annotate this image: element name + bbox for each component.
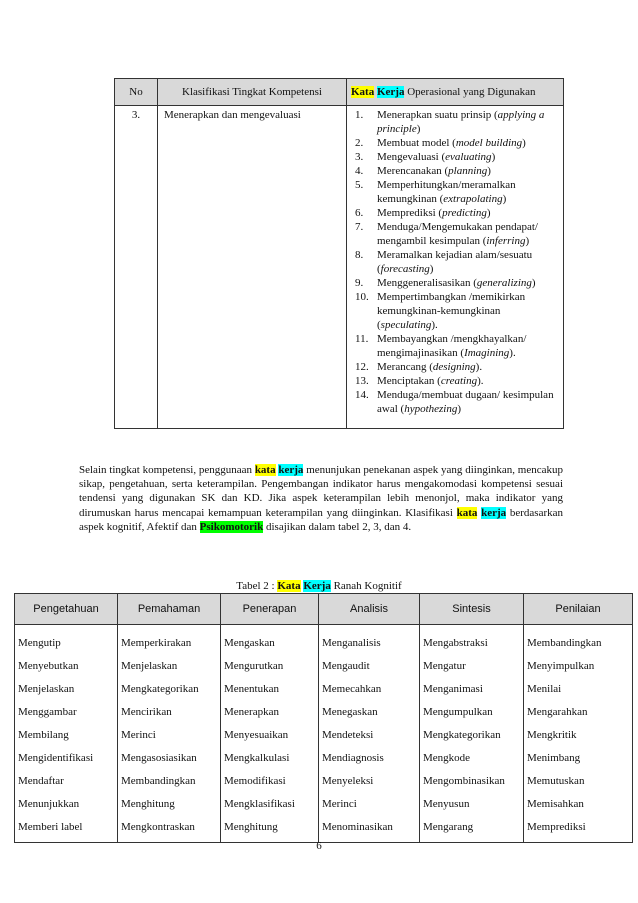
highlight-kata: Kata — [351, 86, 375, 98]
verb-label: Menduga/membuat dugaan/ kesimpulan awal ( — [377, 389, 554, 415]
verb-english-term: designing — [432, 361, 476, 373]
verb-number: 12. — [355, 361, 369, 373]
highlight-kerja: Kerja — [376, 86, 405, 98]
verb-english-term: applying a principle — [377, 109, 545, 135]
table-row — [15, 723, 633, 746]
table-cell: Menentukan — [221, 677, 319, 700]
verb-english-term: creating — [440, 375, 478, 387]
table-cell: Mengumpulkan — [420, 700, 524, 723]
table-cell: Mendaftar — [15, 769, 118, 792]
table-row — [15, 769, 633, 792]
verb-list-item — [355, 150, 559, 164]
highlight-kata: kata — [254, 464, 276, 476]
verb-number: 6. — [355, 207, 364, 219]
verb-closing: ) — [487, 165, 491, 177]
table-cell: Memprediksi — [524, 815, 633, 843]
table-cell: Mengatur — [420, 654, 524, 677]
verb-text — [377, 150, 559, 164]
table-cell: Menunjukkan — [15, 792, 118, 815]
verb-english-term: predicting — [442, 207, 487, 219]
verb-closing: ) — [502, 193, 507, 205]
caption-suffix: Ranah Kognitif — [330, 580, 402, 592]
verb-number: 11. — [355, 333, 369, 345]
table-cell: Memberi label — [15, 815, 118, 843]
verb-list-item — [355, 220, 559, 248]
column-header: Sintesis — [420, 594, 524, 625]
table-row — [15, 746, 633, 769]
cognitive-table-body — [15, 625, 633, 843]
table-cell: Mencirikan — [118, 700, 221, 723]
verb-closing: ) — [525, 235, 530, 247]
verb-closing: ). — [509, 347, 516, 359]
competency-table — [114, 78, 564, 429]
verb-number: 13. — [355, 375, 369, 387]
verb-text — [377, 136, 559, 150]
table-cell: Memecahkan — [319, 677, 420, 700]
verb-label: Memprediksi ( — [377, 207, 443, 219]
verb-closing: ) — [416, 123, 421, 135]
table-cell: Mengombinasikan — [420, 769, 524, 792]
verb-list-item — [355, 374, 559, 388]
verb-closing: ). — [477, 375, 484, 387]
table-row — [15, 625, 633, 655]
verb-english-term: Imagining — [464, 347, 510, 359]
verb-number: 14. — [355, 389, 369, 401]
table-cell: Menyesuaikan — [221, 723, 319, 746]
verb-number: 4. — [355, 165, 364, 177]
verb-list-item — [355, 178, 559, 206]
verb-text — [377, 332, 559, 360]
table-cell: Mengkode — [420, 746, 524, 769]
verb-label: Meramalkan kejadian alam/sesuatu ( — [377, 249, 533, 275]
verb-number: 9. — [355, 277, 364, 289]
verb-closing: ) — [522, 137, 526, 149]
table-cell: Menominasikan — [319, 815, 420, 843]
para-text-4: disajikan dalam tabel 2, 3, dan 4. — [263, 520, 412, 533]
cognitive-table-header — [15, 594, 633, 625]
table-cell: Menghitung — [221, 815, 319, 843]
table-cell: Mengklasifikasi — [221, 792, 319, 815]
page-number: 6 — [316, 840, 322, 852]
verb-closing: ) — [486, 207, 491, 219]
header-kk-rest: Operasional yang Digunakan — [404, 86, 536, 98]
verb-english-term: evaluating — [445, 151, 492, 163]
table-cell: Mengkalkulasi — [221, 746, 319, 769]
table-cell: Memisahkan — [524, 792, 633, 815]
table-cell: Mendiagnosis — [319, 746, 420, 769]
verb-text — [377, 220, 559, 248]
verb-text — [377, 164, 559, 178]
verb-label: Menggeneralisasikan ( — [377, 277, 477, 289]
verb-list-item — [355, 164, 559, 178]
table-cell: Merinci — [319, 792, 420, 815]
verb-label: Mempertimbangkan /memikirkan kemungkinan-kemungkinan ( — [377, 291, 526, 331]
table-cell: Mengasosiasikan — [118, 746, 221, 769]
competency-row — [115, 106, 564, 429]
verb-number: 5. — [355, 179, 364, 191]
table-cell: Menilai — [524, 677, 633, 700]
verb-closing: ). — [475, 361, 483, 373]
column-header: Pemahaman — [118, 594, 221, 625]
verb-text — [377, 108, 559, 136]
column-header: Penerapan — [221, 594, 319, 625]
verb-closing: ). — [431, 319, 438, 331]
verb-number: 7. — [355, 221, 364, 233]
table-cell: Memperkirakan — [118, 625, 221, 655]
verb-text — [377, 206, 559, 220]
verb-label: Menciptakan ( — [377, 375, 441, 387]
table-cell: Mengabstraksi — [420, 625, 524, 655]
para-text-1: Selain tingkat kompetensi, penggunaan — [79, 464, 255, 476]
row-no: 3. — [115, 106, 158, 429]
table2-caption — [0, 580, 638, 592]
verb-list — [355, 108, 559, 416]
table-cell: Mengaskan — [221, 625, 319, 655]
verb-text — [377, 178, 559, 206]
verb-list-item — [355, 108, 559, 136]
verb-closing: ) — [531, 277, 536, 289]
verb-english-term: inferring — [486, 235, 526, 247]
verb-text — [377, 248, 559, 276]
column-header: Penilaian — [524, 594, 633, 625]
table-cell: Mengidentifikasi — [15, 746, 118, 769]
verb-english-term: planning — [448, 165, 488, 177]
header-no: No — [115, 79, 158, 106]
verb-label: Membuat model ( — [377, 137, 456, 149]
table-row — [15, 654, 633, 677]
verb-label: Merencanakan ( — [377, 165, 449, 177]
competency-table-header — [115, 79, 564, 106]
table-cell: Menyebutkan — [15, 654, 118, 677]
verb-number: 1. — [355, 109, 364, 121]
verb-english-term: speculating — [380, 319, 432, 331]
verb-text — [377, 276, 559, 290]
table-cell: Membandingkan — [118, 769, 221, 792]
verb-closing: ) — [491, 151, 496, 163]
highlight-kerja: kerja — [481, 506, 507, 519]
highlight-kerja: Kerja — [303, 580, 331, 592]
table-cell: Mengarang — [420, 815, 524, 843]
table-cell: Menyimpulkan — [524, 654, 633, 677]
header-klasifikasi: Klasifikasi Tingkat Kompetensi — [158, 79, 347, 106]
table-row — [15, 677, 633, 700]
verb-number: 8. — [355, 249, 364, 261]
verb-english-term: extrapolating — [443, 193, 503, 205]
verb-text — [377, 388, 559, 416]
table-cell: Mengkategorikan — [420, 723, 524, 746]
table-cell: Menegaskan — [319, 700, 420, 723]
verb-english-term: hypothezing — [404, 403, 458, 415]
verb-closing: ) — [429, 263, 434, 275]
table-cell: Menjelaskan — [118, 654, 221, 677]
verb-english-term: forecasting — [380, 263, 430, 275]
verb-list-item — [355, 388, 559, 416]
cognitive-verbs-table — [14, 593, 633, 843]
table-cell: Menyeleksi — [319, 769, 420, 792]
table-cell: Mengkontraskan — [118, 815, 221, 843]
table-cell: Menggambar — [15, 700, 118, 723]
verb-list-item — [355, 360, 559, 374]
table-cell: Menimbang — [524, 746, 633, 769]
column-header: Pengetahuan — [15, 594, 118, 625]
verb-list-item — [355, 276, 559, 290]
para-text-3: berdasarkan aspek kognitif, Afektif dan — [79, 506, 564, 533]
table-cell: Membilang — [15, 723, 118, 746]
verb-text — [377, 290, 559, 332]
table-cell: Membandingkan — [524, 625, 633, 655]
verb-list-item — [355, 290, 559, 332]
table-cell: Menganimasi — [420, 677, 524, 700]
table-cell: Mendeteksi — [319, 723, 420, 746]
caption-prefix: Tabel 2 : — [236, 580, 278, 592]
table-cell: Mengkritik — [524, 723, 633, 746]
highlight-psikomotorik: Psikomotorik — [199, 520, 264, 533]
table-row — [15, 700, 633, 723]
highlight-kata: kata — [456, 506, 478, 519]
verb-english-term: model building — [455, 137, 523, 149]
row-verbs — [347, 106, 564, 429]
verb-label: Mengevaluasi ( — [377, 151, 446, 163]
table-cell: Menganalisis — [319, 625, 420, 655]
verb-list-item — [355, 248, 559, 276]
table-cell: Memodifikasi — [221, 769, 319, 792]
column-header: Analisis — [319, 594, 420, 625]
verb-label: Menerapkan suatu prinsip ( — [377, 109, 498, 121]
row-klasifikasi: Menerapkan dan mengevaluasi — [158, 106, 347, 429]
table-cell: Mengutip — [15, 625, 118, 655]
body-paragraph — [79, 463, 563, 534]
table-cell: Mengkategorikan — [118, 677, 221, 700]
table-cell: Menerapkan — [221, 700, 319, 723]
verb-number: 2. — [355, 137, 364, 149]
verb-label: Memperhitungkan/meramalkan kemungkinan ( — [377, 179, 516, 205]
table-cell: Menghitung — [118, 792, 221, 815]
verb-text — [377, 360, 559, 374]
verb-list-item — [355, 136, 559, 150]
table-cell: Mengaudit — [319, 654, 420, 677]
verb-label: Membayangkan /mengkhayalkan/ mengimajinasikan ( — [377, 333, 527, 359]
verb-number: 10. — [355, 291, 369, 303]
table-cell: Menjelaskan — [15, 677, 118, 700]
highlight-kerja: kerja — [278, 464, 304, 476]
verb-english-term: generalizing — [476, 277, 532, 289]
highlight-kata: Kata — [277, 580, 301, 592]
verb-number: 3. — [355, 151, 364, 163]
verb-label: Merancang ( — [377, 361, 433, 373]
table-cell: Mengarahkan — [524, 700, 633, 723]
verb-closing: ) — [457, 403, 462, 415]
table-cell: Merinci — [118, 723, 221, 746]
verb-text — [377, 374, 559, 388]
para-text-2: menunjukan penekanan aspek yang diinginkan, mencakup sikap, pengetahuan, serta keterampilan. Pengembangan indikator harus mengakomodasi kompetensi sesuai tendensi yang digunakan SK dan KD. Jika aspek keterampilan lebih menonjol, maka indikator yang dirumuskan harus mencapai kemampuan keterampilan yang diinginkan. Klasifikasi — [79, 464, 564, 519]
table-cell: Menyusun — [420, 792, 524, 815]
table-cell: Mengurutkan — [221, 654, 319, 677]
verb-label: Menduga/Mengemukakan pendapat/ mengambil kesimpulan ( — [377, 221, 538, 247]
table-row — [15, 792, 633, 815]
table-cell: Memutuskan — [524, 769, 633, 792]
verb-list-item — [355, 206, 559, 220]
header-kata-kerja — [347, 79, 564, 106]
table-row — [15, 815, 633, 843]
verb-list-item — [355, 332, 559, 360]
